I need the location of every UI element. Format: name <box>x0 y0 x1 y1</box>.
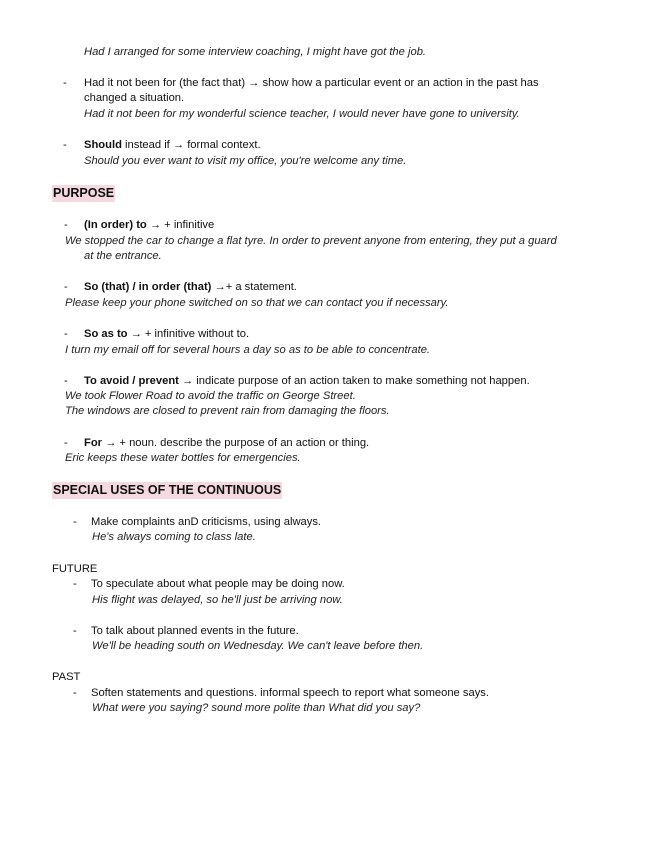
bullet-rest: → + infinitive <box>146 219 215 231</box>
bullet-text: Had it not been for (the fact that) → show how a particular event or an action in the past has <box>84 77 539 89</box>
subheading-past: PAST <box>52 671 81 683</box>
bullet-dash: - <box>63 77 67 89</box>
bullet-dash: - <box>64 375 68 387</box>
example-text: He's always coming to class late. <box>92 531 256 543</box>
bullet-text <box>84 218 214 233</box>
bullet-text: Soften statements and questions. informal speech to report what someone says. <box>91 687 489 699</box>
bullet-text <box>84 327 249 342</box>
example-text: His flight was delayed, so he'll just be arriving now. <box>92 594 343 606</box>
bullet-dash: - <box>73 578 77 590</box>
bullet-rest: → + noun. describe the purpose of an action or thing. <box>102 437 370 449</box>
example-text: at the entrance. <box>84 250 162 262</box>
subheading-future: FUTURE <box>52 563 98 575</box>
bullet-text: To talk about planned events in the future. <box>91 625 299 637</box>
bullet-text <box>84 280 297 295</box>
bullet-bold: (In order) to <box>84 219 147 231</box>
example-text: We'll be heading south on Wednesday. We can't leave before then. <box>92 640 424 652</box>
example-text: Had it not been for my wonderful science teacher, I would never have gone to university. <box>84 108 520 120</box>
example-text: We stopped the car to change a flat tyre. In order to prevent anyone from entering, they put a guard <box>65 235 557 247</box>
bullet-text <box>84 436 369 451</box>
bullet-dash: - <box>73 516 77 528</box>
bullet-rest: instead if → formal context. <box>121 139 261 151</box>
example-text: We took Flower Road to avoid the traffic on George Street. <box>65 390 356 402</box>
bullet-text: To speculate about what people may be doing now. <box>91 578 345 590</box>
bullet-rest: → indicate purpose of an action taken to make something not happen. <box>178 375 530 387</box>
bullet-bold: So (that) / in order (that) <box>84 281 212 293</box>
example-text: Had I arranged for some interview coaching, I might have got the job. <box>84 46 427 58</box>
section-heading-purpose: PURPOSE <box>53 186 115 200</box>
example-text: Eric keeps these water bottles for emergencies. <box>65 452 301 464</box>
bullet-rest: → + infinitive without to. <box>127 328 250 340</box>
bullet-rest: →+ a statement. <box>211 281 297 293</box>
bullet-dash: - <box>64 281 68 293</box>
example-text: The windows are closed to prevent rain from damaging the floors. <box>65 405 390 417</box>
bullet-bold: Should <box>84 139 122 151</box>
bullet-dash: - <box>63 139 67 151</box>
example-text: Please keep your phone switched on so that we can contact you if necessary. <box>65 297 449 309</box>
bullet-text: Make complaints anD criticisms, using always. <box>91 516 322 528</box>
bullet-dash: - <box>64 328 68 340</box>
bullet-dash: - <box>73 687 77 699</box>
bullet-text: changed a situation. <box>84 92 185 104</box>
section-heading-continuous: SPECIAL USES OF THE CONTINUOUS <box>53 483 282 497</box>
bullet-bold: So as to <box>84 328 128 340</box>
example-text: Should you ever want to visit my office, you're welcome any time. <box>84 155 407 167</box>
bullet-bold: For <box>84 437 103 449</box>
bullet-dash: - <box>64 219 68 231</box>
bullet-dash: - <box>64 437 68 449</box>
bullet-text <box>84 374 530 389</box>
bullet-dash: - <box>73 625 77 637</box>
bullet-bold: To avoid / prevent <box>84 375 179 387</box>
example-text: I turn my email off for several hours a day so as to be able to concentrate. <box>65 344 431 356</box>
bullet-text <box>84 138 261 153</box>
example-text: What were you saying? sound more polite than What did you say? <box>92 702 421 714</box>
